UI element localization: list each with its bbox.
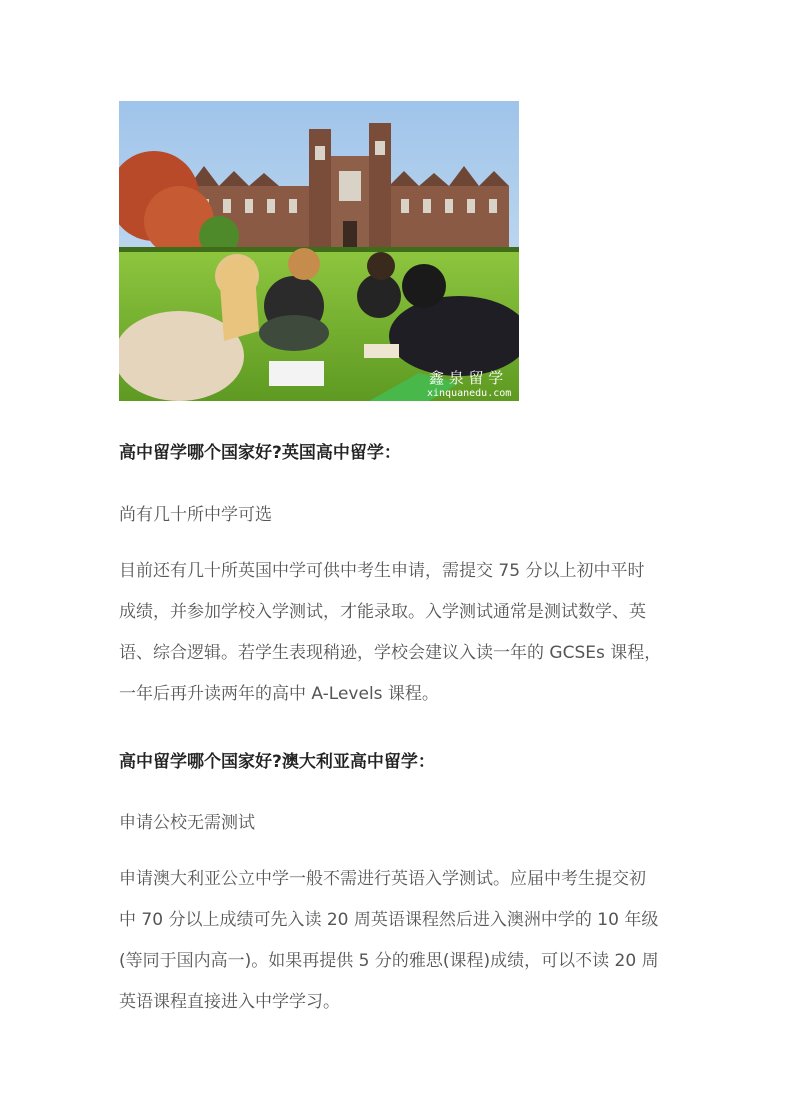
section-heading-au: 高中留学哪个国家好?澳大利亚高中留学：: [119, 752, 435, 772]
paragraph-line: 成绩，并参加学校入学测试，才能录取。入学测试通常是测试数学、英: [119, 602, 646, 622]
paragraph-line: (等同于国内高一)。如果再提供 5 分的雅思(课程)成绩，可以不读 20 周: [119, 951, 659, 971]
paragraph-line: 英语课程直接进入中学学习。: [119, 992, 340, 1012]
watermark-cn: 鑫 泉 留 学: [429, 369, 504, 387]
paragraph-line: 一年后再升读两年的高中 A-Levels 课程。: [119, 684, 439, 704]
paragraph-line: 目前还有几十所英国中学可供中考生申请，需提交 75 分以上初中平时: [119, 561, 645, 581]
section-subheading-uk: 尚有几十所中学可选: [119, 505, 272, 525]
paragraph-line: 申请澳大利亚公立中学一般不需进行英语入学测试。应届中考生提交初: [119, 869, 646, 889]
section-subheading-au: 申请公校无需测试: [119, 813, 255, 833]
campus-photo: [119, 101, 519, 401]
section-paragraph-au: [119, 859, 679, 1023]
paragraph-line: 中 70 分以上成绩可先入读 20 周英语课程然后进入澳洲中学的 10 年级: [119, 910, 659, 930]
section-heading-uk: 高中留学哪个国家好?英国高中留学：: [119, 443, 401, 463]
paragraph-line: 语、综合逻辑。若学生表现稍逊，学校会建议入读一年的 GCSEs 课程，: [119, 643, 662, 663]
watermark-en: xinquanedu.com: [427, 388, 512, 399]
section-paragraph-uk: [119, 551, 679, 715]
